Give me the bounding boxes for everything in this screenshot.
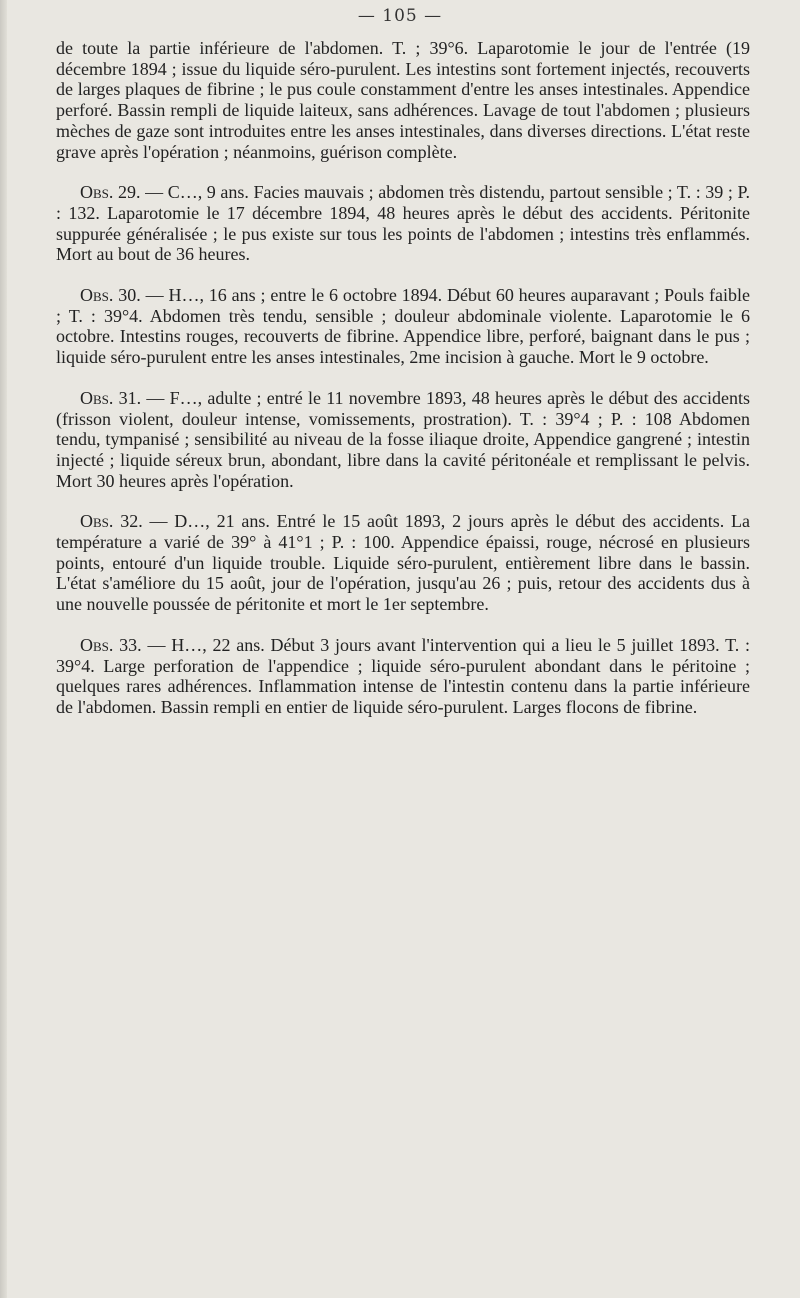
observation-label: Obs. 33. — [80, 634, 142, 655]
observation-30 — [56, 285, 750, 368]
observation-label: Obs. 32. — [80, 511, 143, 532]
observation-29 — [56, 182, 750, 265]
page-number: — 105 — — [357, 6, 443, 26]
paragraph-continuation — [56, 38, 750, 162]
observation-body: — H…, 22 ans. Début 3 jours avant l'intervention qui a lieu le 5 juillet 1893. T. : 39°4. Large perforation de l'appendice ; liquide séro-purulent abondant dans le péritoine ; quelques rares adhérences. Inflammation intense de l'intestin contenu dans la partie inférieure de l'abdomen. Bassin rempli en entier de liquide séro-purulent. Larges flocons de fibrine. — [56, 634, 750, 717]
observation-31 — [56, 388, 750, 492]
observation-label: Obs. 29. — [80, 182, 141, 203]
body-text — [56, 38, 750, 718]
observation-label: Obs. 30. — [80, 285, 141, 306]
observation-body: — H…, 16 ans ; entre le 6 octobre 1894. Début 60 heures auparavant ; Pouls faible ; T. : 39°4. Abdomen très tendu, sensible ; douleur abdominale violente. Laparotomie le 6 octobre. Intestins rouges, recouverts de fibrine. Appendice libre, perforé, baignant dans le pus ; liquide séro-purulent entre les anses intestinales, 2me incision à gauche. Mort le 9 octobre. — [56, 285, 750, 368]
observation-body: — F…, adulte ; entré le 11 novembre 1893, 48 heures après le début des accidents (frisson violent, douleur intense, vomissements, prostration). T. : 39°4 ; P. : 108 Abdomen tendu, tympanisé ; sensibilité au niveau de la fosse iliaque droite, Appendice gangrené ; intestin injecté ; liquide séreux brun, abondant, libre dans la cavité péritonéale et remplissant le pelvis. Mort 30 heures après l'opération. — [56, 387, 751, 491]
page-binding-edge — [0, 0, 7, 1298]
paragraph-body: de toute la partie inférieure de l'abdomen. T. ; 39°6. Laparotomie le jour de l'entrée (19 décembre 1894 ; issue du liquide séro-purulent. Les intestins sont fortement injectés, recouverts de larges plaques de fibrine ; le pus coule constamment d'entre les anses intestinales. Appendice perforé. Bassin rempli de liquide laiteux, sans adhérences. Lavage de tout l'abdomen ; plusieurs mèches de gaze sont introduites entre les anses intestinales, dans diverses directions. L'état reste grave après l'opération ; néanmoins, guérison complète. — [56, 38, 750, 162]
observation-32 — [56, 511, 750, 615]
observation-33 — [56, 635, 750, 718]
observation-body: — C…, 9 ans. Facies mauvais ; abdomen très distendu, partout sensible ; T. : 39 ; P. : 132. Laparotomie le 17 décembre 1894, 48 heures après le début des accidents. Péritonite suppurée généralisée ; le pus existe sur tous les points de l'abdomen ; intestins très enflammés. Mort au bout de 36 heures. — [56, 182, 750, 265]
observation-label: Obs. 31. — [80, 387, 142, 408]
observation-body: — D…, 21 ans. Entré le 15 août 1893, 2 jours après le début des accidents. La température a varié de 39° à 41°1 ; P. : 100. Appendice épaissi, rouge, nécrosé en plusieurs points, entouré d'un liquide trouble. Liquide séro-purulent, entièrement libre dans le bassin. L'état s'améliore du 15 août, jour de l'opération, jusqu'au 26 ; puis, retour des accidents dus à une nouvelle poussée de péritonite et mort le 1er septembre. — [56, 511, 751, 615]
